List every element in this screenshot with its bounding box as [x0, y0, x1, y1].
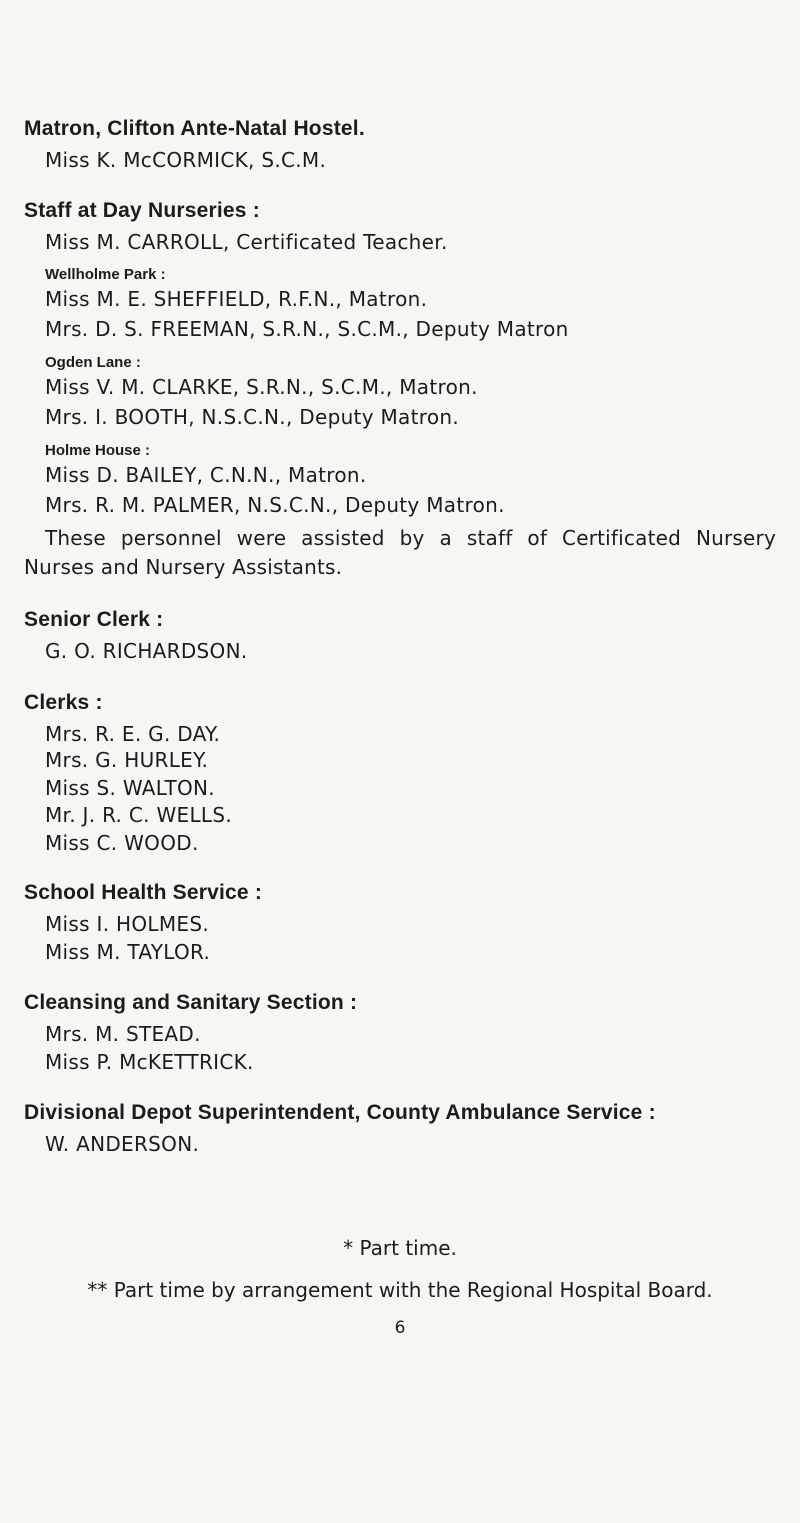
holme-label: Holme House : [45, 442, 151, 459]
clerk-2: Mrs. G. HURLEY. [45, 748, 209, 772]
wellholme-label: Wellholme Park : [45, 266, 166, 283]
nurseries-heading: Staff at Day Nurseries : [24, 199, 260, 222]
holme-staff-1: Miss D. BAILEY, C.N.N., Matron. [45, 463, 367, 487]
nurseries-note: These personnel were assisted by a staff of Certificated Nursery Nurses and Nursery Assistants. [24, 526, 776, 579]
footnote-part-time: * Part time. [343, 1236, 457, 1260]
wellholme-staff-2: Mrs. D. S. FREEMAN, S.R.N., S.C.M., Deputy Matron [45, 317, 569, 341]
cleansing-heading: Cleansing and Sanitary Section : [24, 991, 358, 1014]
school-health-1: Miss I. HOLMES. [45, 912, 209, 936]
holme-staff-2: Mrs. R. M. PALMER, N.S.C.N., Deputy Matron. [45, 493, 505, 517]
hostel-matron: Miss K. McCORMICK, S.C.M. [45, 148, 327, 172]
senior-clerk-heading: Senior Clerk : [24, 608, 164, 631]
ambulance-heading: Divisional Depot Superintendent, County Ambulance Service : [24, 1101, 656, 1124]
wellholme-staff-1: Miss M. E. SHEFFIELD, R.F.N., Matron. [45, 287, 428, 311]
ogden-staff-2: Mrs. I. BOOTH, N.S.C.N., Deputy Matron. [45, 405, 459, 429]
clerk-3: Miss S. WALTON. [45, 776, 215, 800]
senior-clerk-name: G. O. RICHARDSON. [45, 639, 248, 663]
nursery-teacher: Miss M. CARROLL, Certificated Teacher. [45, 230, 448, 254]
clerk-1: Mrs. R. E. G. DAY. [45, 722, 221, 746]
cleansing-1: Mrs. M. STEAD. [45, 1022, 201, 1046]
hostel-heading: Matron, Clifton Ante-Natal Hostel. [24, 117, 365, 140]
ambulance-superintendent: W. ANDERSON. [45, 1132, 200, 1156]
clerk-5: Miss C. WOOD. [45, 831, 199, 855]
ogden-label: Ogden Lane : [45, 354, 141, 371]
page-number: 6 [394, 1318, 406, 1338]
school-health-2: Miss M. TAYLOR. [45, 940, 211, 964]
school-health-heading: School Health Service : [24, 881, 263, 904]
clerks-heading: Clerks : [24, 691, 103, 714]
clerk-4: Mr. J. R. C. WELLS. [45, 803, 232, 827]
cleansing-2: Miss P. McKETTRICK. [45, 1050, 254, 1074]
footnote-regional: ** Part time by arrangement with the Regional Hospital Board. [87, 1278, 713, 1302]
ogden-staff-1: Miss V. M. CLARKE, S.R.N., S.C.M., Matron. [45, 375, 478, 399]
